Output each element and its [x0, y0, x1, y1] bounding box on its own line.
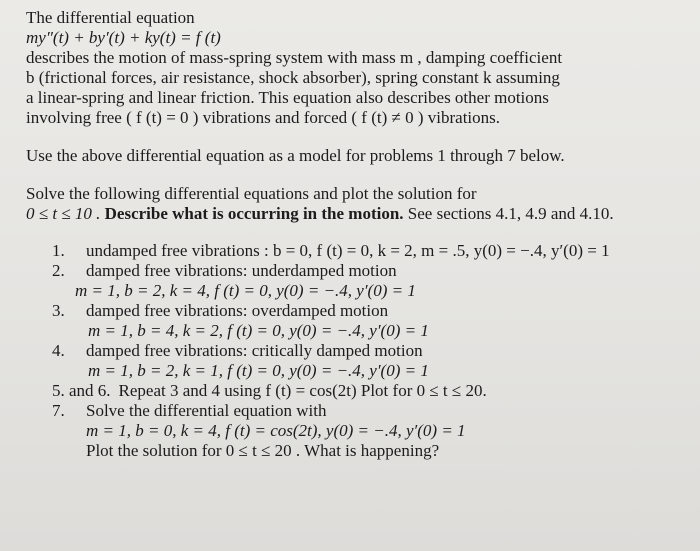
instructions-line-1: Solve the following differential equations and plot the solution for [26, 184, 477, 203]
problem-2-parameters: m = 1, b = 2, k = 4, f (t) = 0, y(0) = −.4, y′(0) = 1 [75, 281, 416, 300]
spacer [26, 128, 684, 146]
problem-number: 1. [52, 241, 65, 260]
intro-line-4: b (frictional forces, air resistance, shock absorber), spring constant k assuming [26, 68, 560, 87]
spacer [26, 224, 684, 241]
time-range: 0 ≤ t ≤ 10 . [26, 204, 105, 223]
problem-7 [26, 401, 684, 421]
describe-motion-instruction: Describe what is occurring in the motion. [104, 204, 404, 223]
problem-text: damped free vibrations: critically damped motion [86, 341, 423, 360]
problem-number: 2. [52, 261, 65, 280]
sections-reference: See sections 4.1, 4.9 and 4.10. [403, 204, 614, 223]
intro-line-5: a linear-spring and linear friction. This equation also describes other motions [26, 88, 549, 107]
problem-list [26, 241, 684, 461]
model-statement: Use the above differential equation as a model for problems 1 through 7 below. [26, 146, 565, 165]
problem-5-6 [26, 381, 684, 401]
problem-text: damped free vibrations: overdamped motion [86, 301, 389, 320]
intro-line-3: describes the motion of mass-spring system with mass m , damping coefficient [26, 48, 563, 67]
problem-2 [26, 261, 684, 281]
problem-4-parameters: m = 1, b = 2, k = 1, f (t) = 0, y(0) = −.4, y′(0) = 1 [88, 361, 429, 380]
problem-number: 5. and 6. [52, 381, 111, 400]
problem-number: 4. [52, 341, 65, 360]
problem-text: damped free vibrations: underdamped motion [86, 261, 397, 280]
intro-line-6: involving free ( f (t) = 0 ) vibrations and forced ( f (t) ≠ 0 ) vibrations. [26, 108, 500, 127]
problem-text: undamped free vibrations : b = 0, f (t) = 0, k = 2, m = .5, y(0) = −.4, y′(0) = 1 [86, 241, 610, 260]
problem-3 [26, 301, 684, 321]
problem-7-parameters: m = 1, b = 0, k = 4, f (t) = cos(2t), y(0) = −.4, y′(0) = 1 [86, 421, 466, 440]
spacer [26, 166, 684, 184]
instructions-line-2 [26, 204, 684, 224]
differential-equation: my″(t) + by′(t) + ky(t) = f (t) [26, 28, 221, 47]
problem-number: 7. [52, 401, 65, 420]
problem-7-plot-instruction: Plot the solution for 0 ≤ t ≤ 20 . What is happening? [86, 441, 440, 460]
problem-4 [26, 341, 684, 361]
problem-3-parameters: m = 1, b = 4, k = 2, f (t) = 0, y(0) = −.4, y′(0) = 1 [88, 321, 429, 340]
problem-number: 3. [52, 301, 65, 320]
problem-text: Solve the differential equation with [86, 401, 327, 420]
problem-1 [26, 241, 684, 261]
problem-text: Repeat 3 and 4 using f (t) = cos(2t) Plot for 0 ≤ t ≤ 20. [118, 381, 487, 400]
intro-line-1: The differential equation [26, 8, 195, 27]
